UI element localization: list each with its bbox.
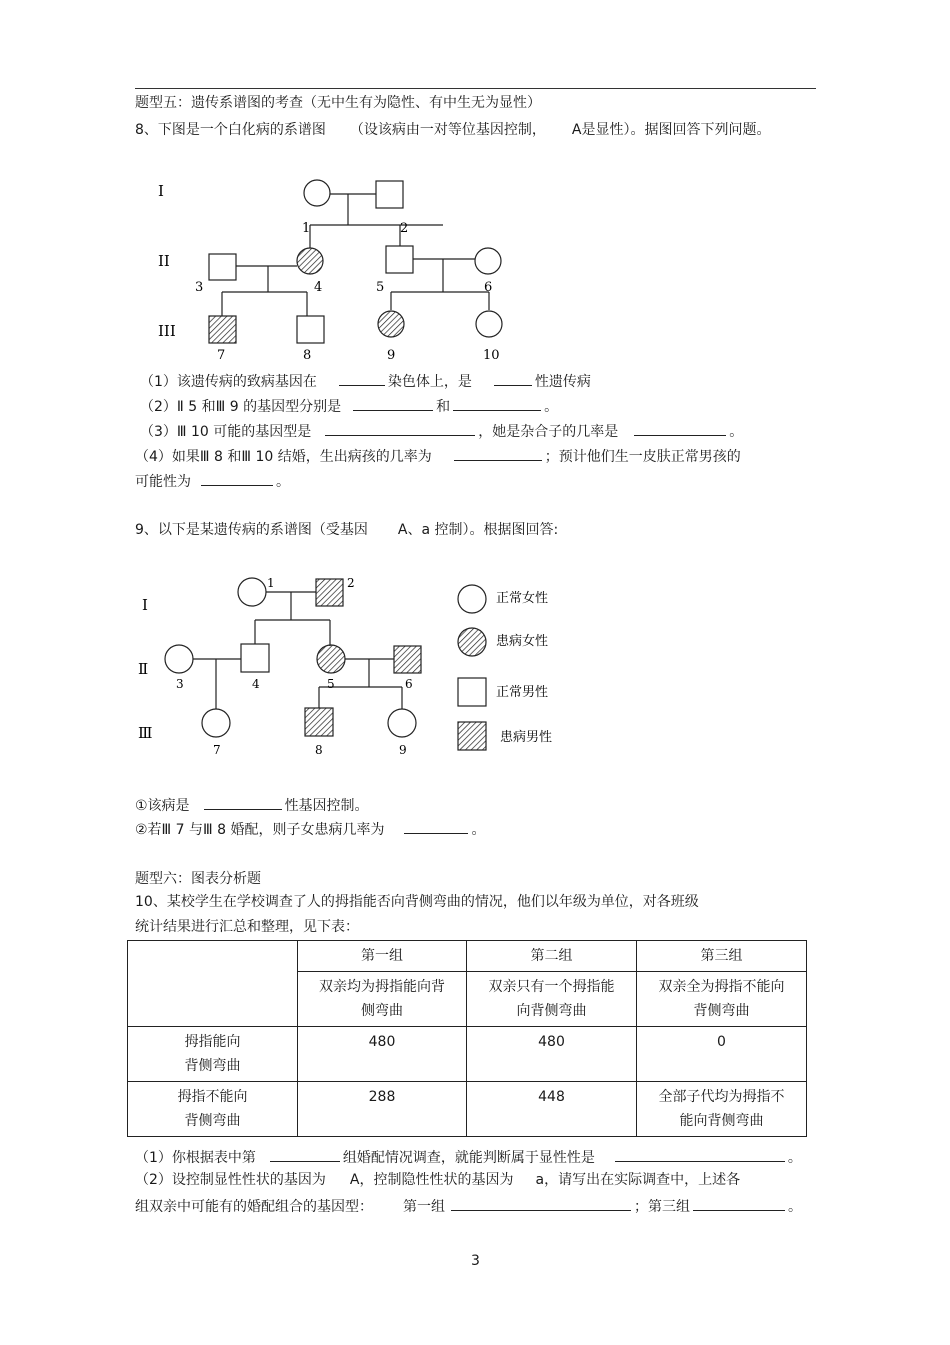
individual-10-normal-female (476, 311, 502, 337)
table-row-label: 拇指能向 背侧弯曲 (128, 1027, 298, 1082)
table-cell: 双亲只有一个拇指能 向背侧弯曲 (467, 972, 637, 1027)
q10-stem-line1: 10、某校学生在学校调查了人的拇指能否向背侧弯曲的情况，他们以年级为单位，对各班级 (135, 894, 699, 910)
answer-blank[interactable] (404, 819, 468, 834)
individual-label: 3 (195, 280, 204, 295)
individual-label: 4 (314, 280, 323, 295)
answer-blank[interactable] (453, 396, 541, 411)
individual-3-normal-male (209, 254, 236, 280)
answer-blank[interactable] (353, 396, 433, 411)
individual-label: 1 (302, 221, 311, 236)
individual-label: 5 (327, 677, 335, 691)
answer-blank[interactable] (339, 371, 385, 386)
top-rule (135, 88, 816, 89)
individual-8-affected-male (305, 708, 333, 736)
gen-label-II: Ⅱ (138, 660, 149, 678)
q10-stem-line2: 统计结果进行汇总和整理，见下表： (135, 919, 359, 935)
q9-part2: ②若Ⅲ 7 与Ⅲ 8 婚配，则子女患病几率为 。 (135, 819, 485, 839)
q10-part1: （1）你根据表中第 组婚配情况调查，就能判断属于显性性是 。 (135, 1147, 802, 1167)
legend-affected-male: 患病男性 (500, 730, 553, 745)
q8-part4: （4）如果Ⅲ 8 和Ⅲ 10 结婚，生出病孩的几率为 ；预计他们生一皮肤正常男孩的 (135, 446, 741, 466)
individual-label: 1 (267, 576, 275, 590)
individual-label: 4 (252, 677, 260, 691)
q8-stem-b: （设该病由一对等位基因控制， (349, 122, 546, 138)
gen-label-III: III (158, 322, 176, 340)
table-cell: 480 (467, 1027, 637, 1082)
q8-part3: （3）Ⅲ 10 可能的基因型是 ，她是杂合子的几率是 。 (140, 421, 743, 441)
page-number: 3 (471, 1253, 480, 1269)
section-six-title: 题型六：图表分析题 (135, 871, 261, 887)
answer-blank[interactable] (270, 1147, 340, 1162)
pedigree-chart-q9 (130, 570, 570, 765)
gen-label-II: II (158, 252, 170, 270)
individual-8-normal-male (297, 316, 324, 343)
q10-part2-cont: 组双亲中可能有的婚配组合的基因型： 第一组 ；第三组 。 (135, 1196, 802, 1216)
table-header-cell: 第三组 (637, 941, 807, 972)
table-cell: 480 (298, 1027, 467, 1082)
table-cell: 288 (298, 1082, 467, 1137)
gen-label-I: I (158, 182, 164, 200)
legend-normal-male-symbol (458, 678, 486, 706)
individual-label: 7 (217, 348, 226, 363)
table-header-row (128, 941, 807, 972)
legend-normal-female-symbol (458, 585, 486, 613)
q9-part1: ①该病是 性基因控制。 (135, 795, 369, 815)
individual-5-normal-male (386, 246, 413, 273)
gen-label-I: I (142, 596, 148, 614)
individual-4-normal-male (241, 644, 269, 672)
table-cell: 全部子代均为拇指不 能向背侧弯曲 (637, 1082, 807, 1137)
individual-label: 2 (400, 221, 409, 236)
answer-blank[interactable] (494, 371, 532, 386)
table-cell: 双亲均为拇指能向背 侧弯曲 (298, 972, 467, 1027)
individual-6-normal-female (475, 248, 501, 274)
pedigree-chart-q8 (140, 165, 520, 365)
individual-2-normal-male (376, 181, 403, 208)
individual-label: 3 (176, 677, 184, 691)
table-row (128, 1027, 807, 1082)
answer-blank[interactable] (615, 1147, 785, 1162)
table-header-cell: 第二组 (467, 941, 637, 972)
individual-7-affected-male (209, 316, 236, 343)
q8-stem-a: 8、下图是一个白化病的系谱图 (135, 122, 326, 138)
individual-6-affected-male (394, 646, 421, 673)
individual-7-normal-female (202, 709, 230, 737)
individual-4-affected-female (297, 248, 323, 274)
individual-label: 8 (315, 743, 323, 757)
q8-stem (135, 121, 771, 139)
individual-label: 9 (399, 743, 407, 757)
individual-label: 8 (303, 348, 312, 363)
individual-9-affected-female (378, 311, 404, 337)
legend-normal-female: 正常女性 (496, 591, 549, 606)
legend-affected-female-symbol (458, 628, 486, 656)
gen-label-III: Ⅲ (138, 724, 153, 742)
answer-blank[interactable] (454, 446, 542, 461)
individual-label: 7 (213, 743, 221, 757)
legend-normal-male: 正常男性 (496, 685, 549, 700)
answer-blank[interactable] (201, 471, 273, 486)
table-row (128, 1082, 807, 1137)
legend-affected-male-symbol (458, 722, 486, 750)
table-row-label: 拇指不能向 背侧弯曲 (128, 1082, 298, 1137)
q10-part2: （2）设控制显性性状的基因为 A，控制隐性性状的基因为 a，请写出在实际调查中，上述各 (135, 1172, 741, 1188)
individual-label: 6 (484, 280, 493, 295)
q8-part2: （2）Ⅱ 5 和Ⅲ 9 的基因型分别是 和 。 (140, 396, 558, 416)
survey-table (127, 940, 807, 1137)
q8-part4-cont: 可能性为 。 (135, 471, 290, 491)
individual-1-normal-female (304, 180, 330, 206)
answer-blank[interactable] (204, 795, 282, 810)
answer-blank[interactable] (634, 421, 726, 436)
table-cell: 0 (637, 1027, 807, 1082)
answer-blank[interactable] (451, 1196, 631, 1211)
table-header-cell: 第一组 (298, 941, 467, 972)
q8-part1: （1）该遗传病的致病基因在 染色体上，是 性遗传病 (140, 371, 591, 391)
q8-stem-c: A是显性）。据图回答下列问题。 (571, 122, 771, 138)
q9-stem: 9、以下是某遗传病的系谱图（受基因 A、a 控制）。根据图回答: (135, 522, 559, 538)
table-cell: 448 (467, 1082, 637, 1137)
table-corner-cell (128, 941, 298, 1027)
individual-9-normal-female (388, 709, 416, 737)
individual-1-normal-female (238, 578, 266, 606)
individual-3-normal-female (165, 645, 193, 673)
individual-label: 9 (387, 348, 396, 363)
answer-blank[interactable] (325, 421, 475, 436)
individual-label: 10 (483, 348, 500, 363)
individual-5-affected-female (317, 645, 345, 673)
individual-label: 6 (405, 677, 413, 691)
answer-blank[interactable] (693, 1196, 785, 1211)
individual-label: 2 (347, 576, 355, 590)
individual-label: 5 (376, 280, 385, 295)
legend-affected-female: 患病女性 (496, 634, 549, 649)
section-five-title: 题型五：遗传系谱图的考查（无中生有为隐性、有中生无为显性） (135, 95, 541, 111)
table-cell: 双亲全为拇指不能向 背侧弯曲 (637, 972, 807, 1027)
individual-2-affected-male (316, 579, 343, 606)
